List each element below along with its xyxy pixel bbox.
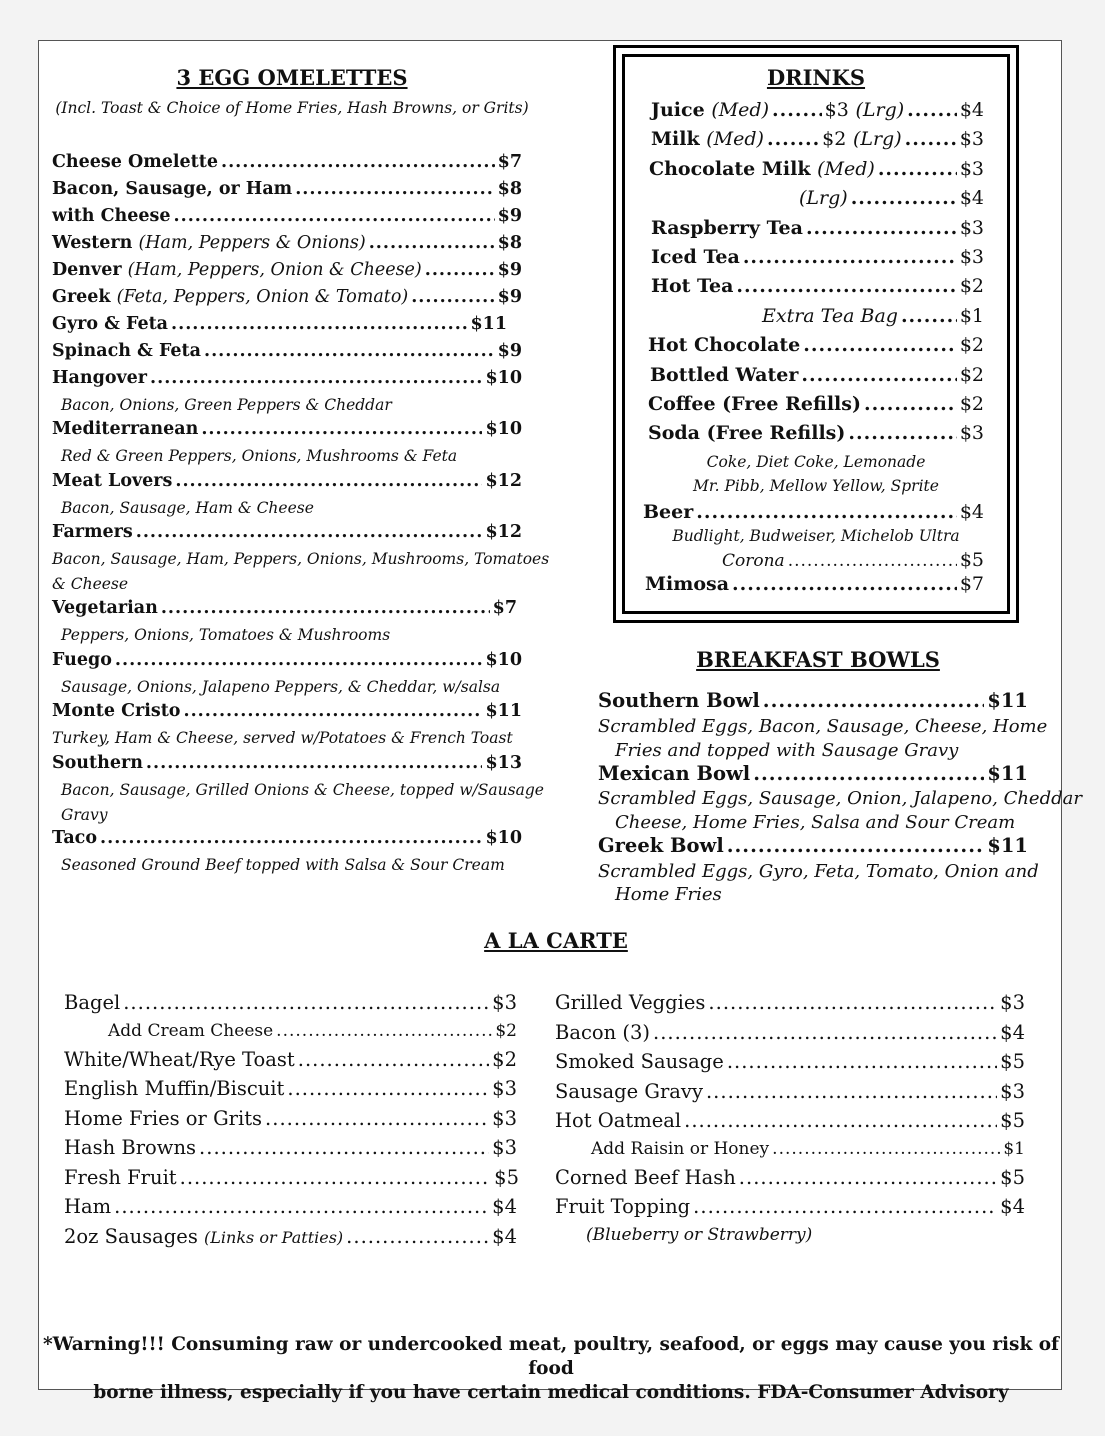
- bowl-description: Scrambled Eggs, Bacon, Sausage, Cheese, Home: [598, 716, 1048, 737]
- a-la-carte-item: White/Wheat/Rye Toast ..... $2: [64, 1048, 517, 1071]
- soda-description: Coke, Diet Coke, Lemonade: [706, 453, 926, 471]
- menu-item: Spinach & Feta ..... $9: [52, 341, 522, 361]
- omelettes-subtitle: (Incl. Toast & Choice of Home Fries, Hash Browns, or Grits): [55, 99, 529, 117]
- item-description: Bacon, Onions, Green Peppers & Cheddar: [61, 396, 392, 414]
- a-la-carte-item: Home Fries or Grits ..... $3: [64, 1107, 517, 1130]
- menu-item: Monte Cristo ..... $11: [52, 701, 522, 721]
- item-description: Red & Green Peppers, Onions, Mushrooms & Feta: [61, 447, 458, 465]
- item-description: Turkey, Ham & Cheese, served w/Potatoes & French Toast: [52, 729, 513, 747]
- drink-item: Iced Tea ..... $3: [651, 246, 984, 268]
- item-description: Bacon, Sausage, Ham, Peppers, Onions, Mushrooms, Tomatoes: [52, 550, 550, 568]
- fruit-topping-note: (Blueberry or Strawberry): [586, 1225, 813, 1245]
- a-la-carte-item: 2oz Sausages (Links or Patties) ..... $4: [64, 1225, 517, 1248]
- menu-page: [38, 40, 1082, 1403]
- bowl-item: Southern Bowl ..... $11: [598, 689, 1028, 712]
- soda-description: Mr. Pibb, Mellow Yellow, Sprite: [693, 477, 939, 495]
- a-la-carte-item: Hash Browns ..... $3: [64, 1136, 517, 1159]
- menu-item: Gyro & Feta ..... $11: [52, 314, 507, 334]
- item-description: Seasoned Ground Beef topped with Salsa & Sour Cream: [61, 856, 505, 874]
- a-la-carte-item: Sausage Gravy ..... $3: [555, 1080, 1025, 1103]
- item-description: Gravy: [61, 806, 108, 824]
- drinks-title: DRINKS: [766, 65, 866, 90]
- menu-item: Southern ..... $13: [52, 753, 522, 773]
- consumer-advisory: [39, 1333, 1063, 1405]
- menu-item: Denver (Ham, Peppers, Onion & Cheese) ..... $9: [52, 260, 522, 280]
- menu-item: Farmers ..... $12: [52, 522, 522, 542]
- a-la-carte-item: English Muffin/Biscuit ..... $3: [64, 1077, 517, 1100]
- a-la-carte-item: Bagel ..... $3: [64, 991, 517, 1014]
- menu-item: Meat Lovers ..... $12: [52, 471, 522, 491]
- drink-item: Chocolate Milk (Med) ..... $3: [649, 158, 984, 180]
- menu-item: Cheese Omelette ..... $7: [52, 152, 522, 172]
- item-description: Bacon, Sausage, Grilled Onions & Cheese, topped w/Sausage: [61, 781, 544, 799]
- drink-item: Mimosa ..... $7: [645, 573, 984, 595]
- drink-item: Raspberry Tea ..... $3: [651, 217, 984, 239]
- a-la-carte-item: Grilled Veggies ..... $3: [555, 991, 1025, 1014]
- menu-item: Mediterranean ..... $10: [52, 419, 522, 439]
- a-la-carte-item: Add Cream Cheese ..... $2: [108, 1021, 517, 1041]
- drink-item: (Lrg) ..... $4: [799, 187, 984, 209]
- menu-item: Vegetarian ..... $7: [52, 598, 517, 618]
- item-description: Bacon, Sausage, Ham & Cheese: [61, 499, 314, 517]
- a-la-carte-item: Fruit Topping ..... $4: [555, 1195, 1025, 1218]
- a-la-carte-item: Smoked Sausage ..... $5: [555, 1050, 1025, 1073]
- a-la-carte-item: Hot Oatmeal ..... $5: [555, 1109, 1025, 1132]
- a-la-carte-item: Ham ..... $4: [64, 1195, 517, 1218]
- a-la-carte-item: Fresh Fruit ..... $5: [64, 1166, 519, 1189]
- drink-item: Hot Chocolate ..... $2: [648, 334, 984, 356]
- menu-item: Taco ..... $10: [52, 828, 522, 848]
- bowl-item: Greek Bowl ..... $11: [598, 834, 1028, 857]
- bowl-item: Mexican Bowl ..... $11: [598, 762, 1028, 785]
- bowl-description: Fries and topped with Sausage Gravy: [615, 740, 959, 761]
- drink-item: Soda (Free Refills) ..... $3: [648, 422, 984, 444]
- bowl-description: Scrambled Eggs, Gyro, Feta, Tomato, Onion and: [598, 861, 1039, 882]
- drink-item: Coffee (Free Refills) ..... $2: [648, 393, 984, 415]
- drink-item: Juice (Med) ..... $3 (Lrg) ..... $4: [651, 99, 984, 121]
- drink-item: Extra Tea Bag ..... $1: [762, 305, 984, 327]
- menu-item: Fuego ..... $10: [52, 650, 522, 670]
- warning-line-1: *Warning!!! Consuming raw or undercooked meat, poultry, seafood, or eggs may cause you risk of food: [42, 1334, 1060, 1379]
- menu-item: with Cheese ..... $9: [52, 206, 522, 226]
- menu-item: Bacon, Sausage, or Ham ..... $8: [52, 179, 522, 199]
- menu-item: Western (Ham, Peppers & Onions) ..... $8: [52, 233, 522, 253]
- omelettes-title: 3 EGG OMELETTES: [176, 65, 408, 90]
- drink-item: Corona ..... $5: [722, 549, 984, 571]
- warning-line-2: borne illness, especially if you have certain medical conditions. FDA-Consumer Advisory: [93, 1382, 1009, 1403]
- bowl-description: Home Fries: [615, 884, 722, 905]
- beer-description: Budlight, Budweiser, Michelob Ultra: [672, 527, 960, 545]
- a-la-carte-title: A LA CARTE: [484, 928, 628, 953]
- drink-item: Beer ..... $4: [643, 501, 984, 523]
- item-description: & Cheese: [52, 575, 129, 593]
- drink-item: Milk (Med) ..... $2 (Lrg) ..... $3: [651, 128, 984, 150]
- item-description: Sausage, Onions, Jalapeno Peppers, & Cheddar, w/salsa: [61, 678, 501, 696]
- drink-item: Hot Tea ..... $2: [651, 275, 984, 297]
- menu-item: Greek (Feta, Peppers, Onion & Tomato) ..... $9: [52, 287, 522, 307]
- bowl-description: Scrambled Eggs, Sausage, Onion, Jalapeno, Cheddar: [598, 788, 1082, 809]
- a-la-carte-item: Add Raisin or Honey ..... $1: [591, 1139, 1025, 1159]
- a-la-carte-item: Corned Beef Hash ..... $5: [555, 1166, 1025, 1189]
- a-la-carte-item: Bacon (3) ..... $4: [555, 1021, 1025, 1044]
- bowls-title: BREAKFAST BOWLS: [696, 647, 940, 672]
- menu-item: Hangover ..... $10: [52, 368, 522, 388]
- bowl-description: Cheese, Home Fries, Salsa and Sour Cream: [615, 812, 1016, 833]
- item-description: Peppers, Onions, Tomatoes & Mushrooms: [61, 626, 391, 644]
- drink-item: Bottled Water ..... $2: [650, 364, 984, 386]
